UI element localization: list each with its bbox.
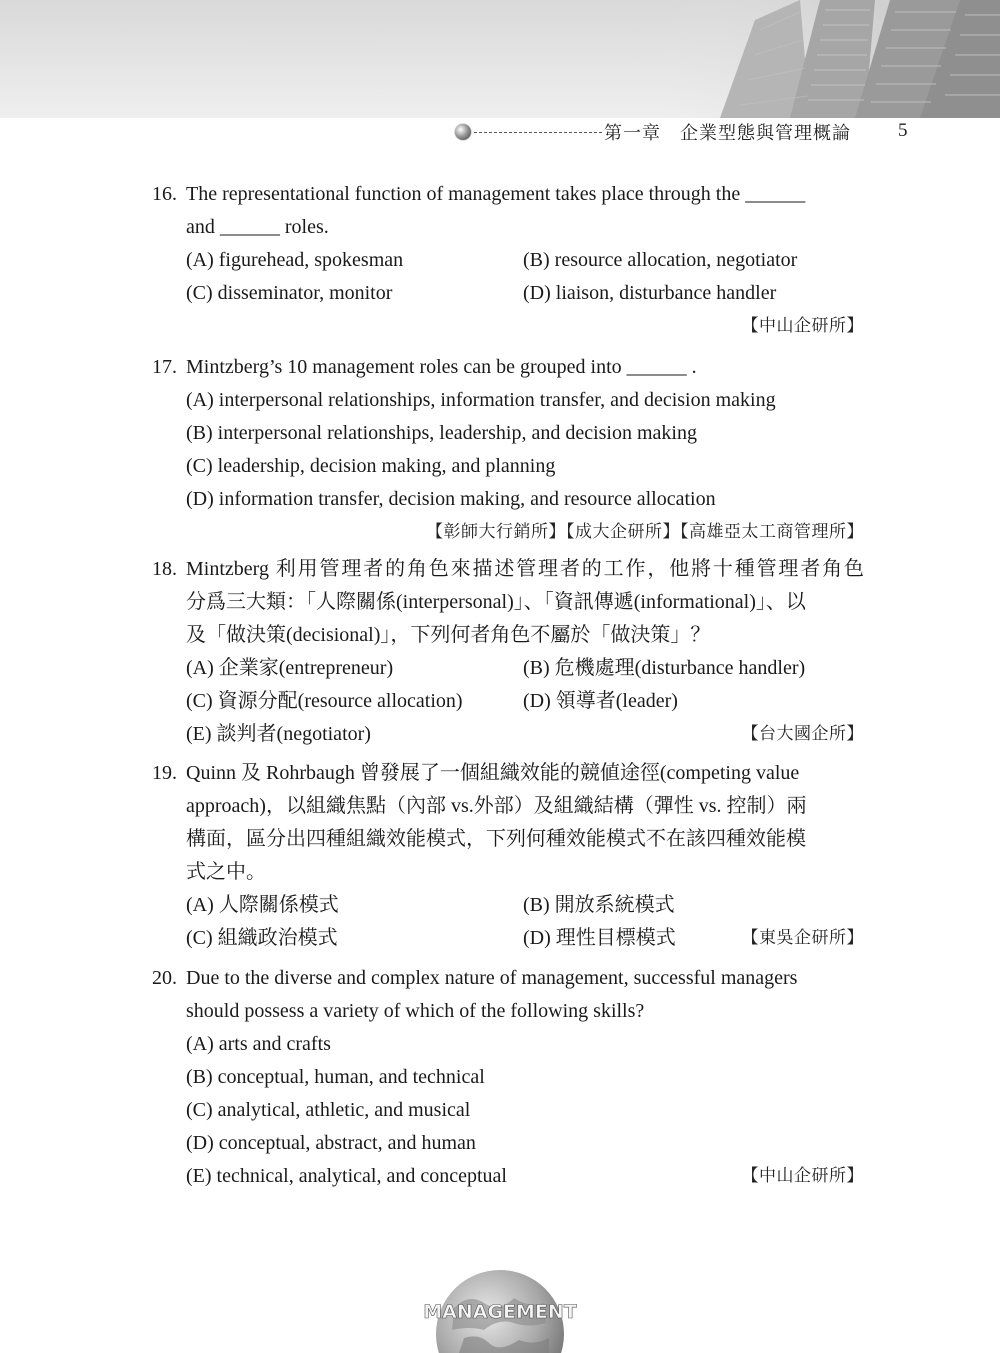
question-20 <box>152 962 864 1193</box>
option-e: (E) technical, analytical, and conceptual <box>186 1165 507 1187</box>
question-stem: 式之中。 <box>186 861 266 883</box>
management-globe-logo <box>423 1268 577 1353</box>
skyscraper-illustration <box>660 0 1000 118</box>
source-tag: 【彰師大行銷所】【成大企研所】【高雄亞太工商管理所】 <box>426 522 864 542</box>
option-b: (B) interpersonal relationships, leadership, and decision making <box>186 422 697 444</box>
option-b: (B) resource allocation, negotiator <box>523 249 798 271</box>
source-tag: 【東吳企研所】 <box>741 928 864 948</box>
question-stem: Mintzberg 利用管理者的角色來描述管理者的工作，他將十種管理者角色 <box>186 558 864 580</box>
question-17 <box>152 351 864 546</box>
question-19 <box>152 757 864 955</box>
question-number: 19. <box>152 762 177 784</box>
option-c: (C) 資源分配(resource allocation) <box>186 690 463 712</box>
option-b: (B) 開放系統模式 <box>523 894 675 916</box>
option-d: (D) 領導者(leader) <box>523 690 678 712</box>
question-number: 20. <box>152 967 177 989</box>
question-number: 17. <box>152 356 177 378</box>
question-stem: 分爲三大類：「人際關係(interpersonal)」、「資訊傳遞(informational)」、以 <box>186 591 806 613</box>
option-a: (A) 人際關係模式 <box>186 894 339 916</box>
question-stem: and ______ roles. <box>186 216 329 238</box>
option-e: (E) 談判者(negotiator) <box>186 723 371 745</box>
question-18 <box>152 553 864 751</box>
source-tag: 【中山企研所】 <box>741 316 864 336</box>
option-a: (A) interpersonal relationships, information transfer, and decision making <box>186 389 776 411</box>
question-16 <box>152 178 864 340</box>
bullet-icon <box>455 124 471 140</box>
option-a: (A) figurehead, spokesman <box>186 249 404 271</box>
running-header <box>455 120 915 144</box>
question-stem: Mintzberg’s 10 management roles can be grouped into ______ . <box>186 356 697 378</box>
question-stem: 及「做決策(decisional)」，下列何者角色不屬於「做決策」？ <box>186 624 711 646</box>
page-number: 5 <box>898 120 908 141</box>
option-d: (D) liaison, disturbance handler <box>523 282 777 304</box>
source-tag: 【台大國企所】 <box>741 724 864 744</box>
header-dash-leader <box>474 132 602 133</box>
option-d: (D) information transfer, decision making, and resource allocation <box>186 488 716 510</box>
question-stem: Quinn 及 Rohrbaugh 曾發展了一個組織效能的競値途徑(competing value <box>186 762 800 784</box>
option-b: (B) conceptual, human, and technical <box>186 1066 485 1088</box>
option-d: (D) conceptual, abstract, and human <box>186 1132 476 1154</box>
question-number: 18. <box>152 558 177 580</box>
question-stem: Due to the diverse and complex nature of management, successful managers <box>186 967 798 989</box>
option-c: (C) 組織政治模式 <box>186 927 338 949</box>
question-stem: 構面，區分出四種組織效能模式，下列何種效能模式不在該四種效能模 <box>186 828 806 850</box>
option-b: (B) 危機處理(disturbance handler) <box>523 657 806 679</box>
question-number: 16. <box>152 183 177 205</box>
option-c: (C) disseminator, monitor <box>186 282 393 304</box>
option-c: (C) analytical, athletic, and musical <box>186 1099 471 1121</box>
option-a: (A) arts and crafts <box>186 1033 331 1055</box>
header-banner <box>0 0 1000 118</box>
question-stem: The representational function of management takes place through the ______ <box>186 183 806 205</box>
option-c: (C) leadership, decision making, and planning <box>186 455 556 477</box>
logo-text: MANAGEMENT <box>423 1301 577 1323</box>
source-tag: 【中山企研所】 <box>741 1166 864 1186</box>
question-stem: approach)，以組織焦點（內部 vs.外部）及組織結構（彈性 vs. 控制）兩 <box>186 795 807 817</box>
option-a: (A) 企業家(entrepreneur) <box>186 657 394 679</box>
question-stem: should possess a variety of which of the following skills? <box>186 1000 645 1022</box>
chapter-title: 第一章 企業型態與管理概論 <box>604 123 851 144</box>
option-d: (D) 理性目標模式 <box>523 927 676 949</box>
